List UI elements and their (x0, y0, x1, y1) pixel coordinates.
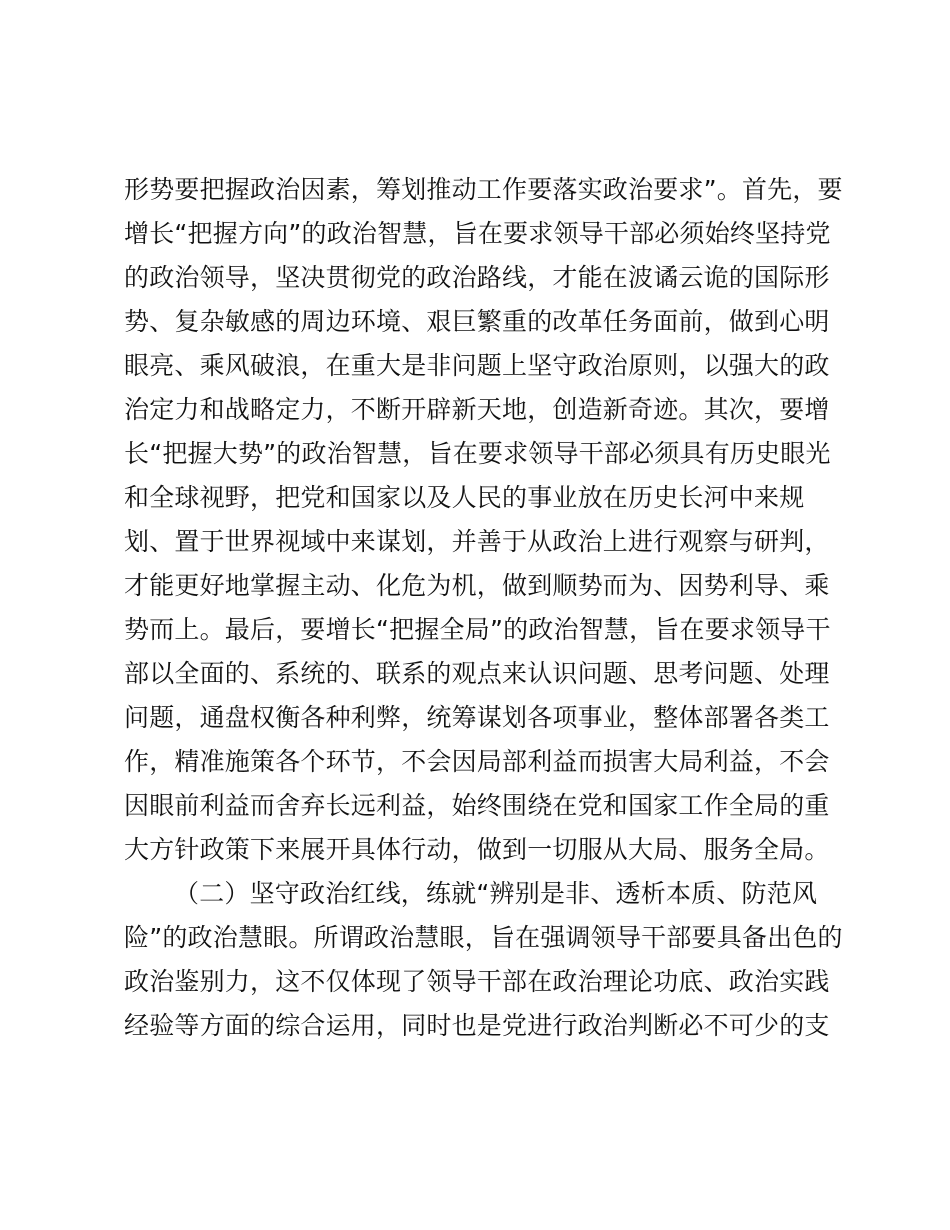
text-line: 划、置于世界视域中来谋划，并善于从政治上进行观察与研判， (124, 527, 830, 556)
text-line: 才能更好地掌握主动、化危为机，做到顺势而为、因势利导、乘 (124, 571, 830, 600)
body-text (124, 168, 844, 1048)
section-heading-line: （二）坚守政治红线，练就“辨别是非、透析本质、防范风 (174, 879, 818, 908)
text-line: 治定力和战略定力，不断开辟新天地，创造新奇迹。其次，要增 (124, 395, 830, 424)
text-line: 势、复杂敏感的周边环境、艰巨繁重的改革任务面前，做到心明 (124, 307, 830, 336)
text-line: 形势要把握政治因素，筹划推动工作要落实政治要求”。首先，要 (124, 175, 843, 204)
text-line: 的政治领导，坚决贯彻党的政治路线，才能在波谲云诡的国际形 (124, 263, 830, 292)
text-line: 增长“把握方向”的政治智慧，旨在要求领导干部必须始终坚持党 (124, 219, 831, 248)
text-line: 部以全面的、系统的、联系的观点来认识问题、思考问题、处理 (124, 659, 830, 688)
text-line: 险”的政治慧眼。所谓政治慧眼，旨在强调领导干部要具备出色的 (124, 923, 843, 952)
text-line: 眼亮、乘风破浪，在重大是非问题上坚守政治原则，以强大的政 (124, 351, 830, 380)
text-line: 和全球视野，把党和国家以及人民的事业放在历史长河中来规 (124, 483, 805, 512)
text-line: 因眼前利益而舍弃长远利益，始终围绕在党和国家工作全局的重 (124, 791, 830, 820)
text-line: 大方针政策下来展开具体行动，做到一切服从大局、服务全局。 (124, 835, 830, 864)
text-line: 政治鉴别力，这不仅体现了领导干部在政治理论功底、政治实践 (124, 967, 830, 996)
text-line: 经验等方面的综合运用，同时也是党进行政治判断必不可少的支 (124, 1011, 830, 1040)
text-line: 作，精准施策各个环节，不会因局部利益而损害大局利益，不会 (124, 747, 830, 776)
text-line: 问题，通盘权衡各种利弊，统筹谋划各项事业，整体部署各类工 (124, 703, 830, 732)
text-line: 势而上。最后，要增长“把握全局”的政治智慧，旨在要求领导干 (124, 615, 831, 644)
text-line: 长“把握大势”的政治智慧，旨在要求领导干部必须具有历史眼光 (124, 439, 831, 468)
